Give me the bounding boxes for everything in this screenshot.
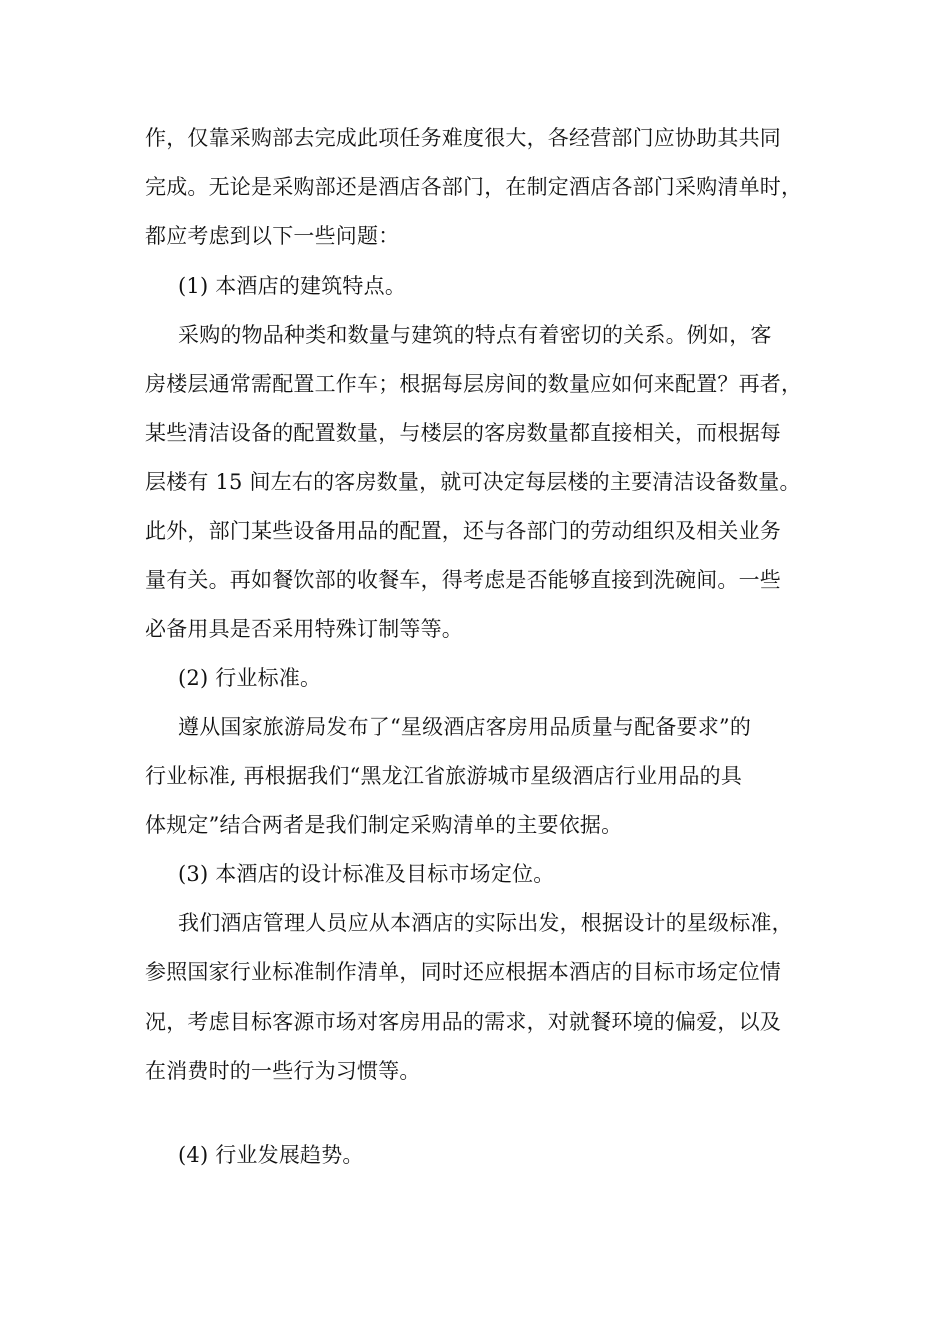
section-heading-2: (2) 行业标准。 [178, 666, 322, 690]
paragraph-line: 在消费时的一些行为习惯等。 [145, 1059, 421, 1083]
paragraph-line: 量有关。再如餐饮部的收餐车，得考虑是否能够直接到洗碗间。一些 [145, 568, 781, 592]
paragraph-line: 况，考虑目标客源市场对客房用品的需求，对就餐环境的偏爱，以及 [145, 1010, 781, 1034]
section-heading-3: (3) 本酒店的设计标准及目标市场定位。 [178, 862, 555, 886]
paragraph-line: 参照国家行业标准制作清单，同时还应根据本酒店的目标市场定位情 [145, 960, 781, 984]
paragraph-line: 都应考虑到以下一些问题： [145, 224, 400, 248]
paragraph-line: 层楼有 15 间左右的客房数量，就可决定每层楼的主要清洁设备数量。 [145, 470, 801, 494]
paragraph-line: 必备用具是否采用特殊订制等等。 [145, 617, 463, 641]
paragraph-line: 房楼层通常需配置工作车；根据每层房间的数量应如何来配置？再者， [145, 372, 803, 396]
paragraph-line: 遵从国家旅游局发布了“星级酒店客房用品质量与配备要求”的 [178, 715, 752, 739]
section-heading-4: (4) 行业发展趋势。 [178, 1143, 364, 1167]
paragraph-line: 此外，部门某些设备用品的配置，还与各部门的劳动组织及相关业务 [145, 519, 781, 543]
paragraph-line: 某些清洁设备的配置数量，与楼层的客房数量都直接相关，而根据每 [145, 421, 781, 445]
paragraph-line: 行业标准, 再根据我们“黑龙江省旅游城市星级酒店行业用品的具 [145, 764, 743, 788]
paragraph-line: 作，仅靠采购部去完成此项任务难度很大，各经营部门应协助其共同 [145, 126, 781, 150]
paragraph-line: 我们酒店管理人员应从本酒店的实际出发，根据设计的星级标准， [178, 911, 793, 935]
paragraph-line: 体规定”结合两者是我们制定采购清单的主要依据。 [145, 813, 623, 837]
paragraph-line: 采购的物品种类和数量与建筑的特点有着密切的关系。例如，客 [178, 323, 772, 347]
paragraph-line: 完成。无论是采购部还是酒店各部门，在制定酒店各部门采购清单时， [145, 175, 803, 199]
section-heading-1: (1) 本酒店的建筑特点。 [178, 274, 407, 298]
